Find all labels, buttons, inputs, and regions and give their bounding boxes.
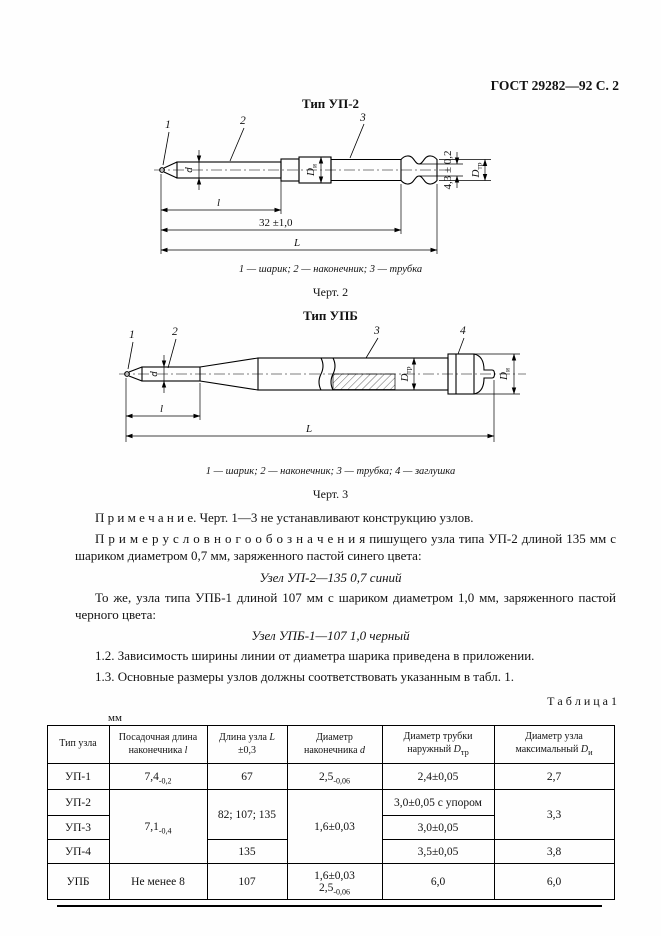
item-1-2: 1.2. Зависимость ширины линии от диаметра шарика приведена в приложении. xyxy=(95,648,535,664)
up1-tip-value: 2,5 xyxy=(318,770,334,783)
fig3-callout-2: 2 xyxy=(171,326,178,338)
cell-up1-tube: 2,4±0,05 xyxy=(382,764,494,790)
seat-header-var: l xyxy=(184,744,188,756)
len-header-tol: ±0,3 xyxy=(238,744,256,756)
fig3-container xyxy=(0,324,661,464)
page-header: ГОСТ 29282—92 С. 2 xyxy=(490,78,619,93)
fig3-dim-L-label: L xyxy=(305,423,312,435)
fig3-dtr-sub: тр xyxy=(403,366,412,374)
cell-up2-type: УП-2 xyxy=(47,790,109,816)
fig3-callout-leaders xyxy=(128,338,464,369)
fig3-drawing xyxy=(116,324,546,464)
cell-up1-type: УП-1 xyxy=(47,764,109,790)
tip-header-text: Диаметр наконечника xyxy=(303,732,358,756)
up1-seat-tol: -0,2 xyxy=(158,776,172,786)
fig2-callout-2: 2 xyxy=(239,115,246,127)
max-header-text: Диаметр узла максимальный xyxy=(515,731,583,755)
cell-up4-len: 135 xyxy=(207,840,287,864)
table-row-upb xyxy=(47,864,614,900)
col-header-seat-length xyxy=(109,726,207,764)
fig3-callout-4: 4 xyxy=(459,325,466,337)
cell-upb-max: 6,0 xyxy=(494,864,614,900)
cell-up4-max: 3,8 xyxy=(494,840,614,864)
item-1-3: 1.3. Основные размеры узлов должны соответствовать указанным в табл. 1. xyxy=(95,669,514,685)
fig2-di-sub: и xyxy=(309,164,318,169)
fig2-callout-1: 1 xyxy=(164,119,171,131)
fig3-di-base: D xyxy=(497,372,510,380)
cell-up1-len: 67 xyxy=(207,764,287,790)
table-row-up1 xyxy=(47,764,614,790)
table-row-up2 xyxy=(47,790,614,816)
fig3-dim-l-label: l xyxy=(159,403,163,415)
cell-up234-tip: 1,6±0,03 xyxy=(287,790,382,864)
example-intro-paragraph: П р и м е р у с л о в н о г о о б о з н а ч е н и я пишущего узла типа УП-2 длиной 135 мм с шариком диаметром 0,7 мм, заряженного пастой синего цвета: xyxy=(75,530,616,563)
fig2-di-base: D xyxy=(304,168,317,176)
cell-upb-len: 107 xyxy=(207,864,287,900)
example2-intro-paragraph: То же, узла типа УПБ-1 длиной 107 мм с шариком диаметром 1,0 мм, заряженного пастой черного цвета: xyxy=(75,589,616,622)
tube-header-text: Диаметр трубки наружный xyxy=(403,731,473,755)
cell-up2-tube: 3,0±0,05 с упором xyxy=(382,790,494,816)
cell-up23-max: 3,3 xyxy=(494,790,614,840)
fig3-label: Черт. 3 xyxy=(312,487,349,501)
fig2-drawing xyxy=(151,112,511,262)
fig2-dim-43-label: 4,3 ± 0,2 xyxy=(441,150,454,190)
up1-seat-value: 7,4 xyxy=(144,770,159,783)
col-header-tip-dia xyxy=(287,726,382,764)
max-header-var: D xyxy=(580,743,589,755)
fig3-callout-1: 1 xyxy=(128,329,135,341)
dimensions-table xyxy=(47,725,615,900)
tube-header-sub: тр xyxy=(460,747,469,757)
fig3-title: Тип УПБ xyxy=(303,308,358,323)
len-header-var: L xyxy=(269,732,275,744)
page-bottom-rule xyxy=(57,905,602,907)
fig2-dtr-sub: тр xyxy=(474,162,483,170)
fig3-dim-d-label: d xyxy=(147,371,160,377)
col-header-tube-dia xyxy=(382,726,494,764)
fig3-di-sub: и xyxy=(502,368,511,373)
cell-up234-seat xyxy=(109,790,207,864)
upb-tip2-value: 2,5 xyxy=(318,881,334,894)
fig2-dim-di-label xyxy=(305,164,319,177)
col-header-type: Тип узла xyxy=(47,726,109,764)
table-header-row xyxy=(47,726,614,764)
designation-example-2: Узел УПБ-1—107 1,0 черный xyxy=(251,628,410,644)
fig2-caption: 1 — шарик; 2 — наконечник; 3 — трубка xyxy=(238,264,423,275)
fig2-dim-32-label: 32 ±1,0 xyxy=(258,217,293,229)
cell-upb-tip xyxy=(287,864,382,900)
cell-up3-tube: 3,0±0,05 xyxy=(382,816,494,840)
len-header-text: Длина узла xyxy=(219,732,267,744)
designation-example-1: Узел УП-2—135 0,7 синий xyxy=(259,569,402,585)
upb-tip-line1: 1,6±0,03 xyxy=(314,869,355,882)
cell-up3-type: УП-3 xyxy=(47,816,109,840)
fig2-dim-l-label: l xyxy=(216,197,220,209)
fig3-callout-3: 3 xyxy=(373,325,380,337)
fig2-dim-L-label: L xyxy=(293,237,300,249)
fig2-container xyxy=(0,112,661,262)
seat-header-text: Посадочная длина наконечника xyxy=(118,732,198,756)
fig2-callout-3: 3 xyxy=(359,112,366,124)
up1-tip-tol: -0,06 xyxy=(333,776,351,786)
cell-upb-seat: Не менее 8 xyxy=(109,864,207,900)
cell-upb-tube: 6,0 xyxy=(382,864,494,900)
fig3-caption: 1 — шарик; 2 — наконечник; 3 — трубка; 4 — заглушка xyxy=(205,466,456,477)
cell-up1-tip xyxy=(287,764,382,790)
col-header-unit-length xyxy=(207,726,287,764)
fig3-dtr-base: D xyxy=(398,373,411,382)
fig2-title: Тип УП-2 xyxy=(301,96,360,111)
cell-up4-tube: 3,5±0,05 xyxy=(382,840,494,864)
upb-tip2-tol: -0,06 xyxy=(333,887,351,897)
cell-up1-seat xyxy=(109,764,207,790)
upb-tip-line2 xyxy=(291,881,379,897)
fig2-label: Черт. 2 xyxy=(312,285,349,299)
cell-up4-type: УП-4 xyxy=(47,840,109,864)
table-caption: Т а б л и ц а 1 xyxy=(547,694,617,709)
cell-up1-max: 2,7 xyxy=(494,764,614,790)
table-unit-label: мм xyxy=(108,712,122,725)
up234-seat-value: 7,1 xyxy=(144,820,159,833)
tube-header-var: D xyxy=(453,743,461,755)
fig3-dim-dtr-label xyxy=(399,366,413,382)
up234-seat-tol: -0,4 xyxy=(158,826,172,836)
note-paragraph: П р и м е ч а н и е. Черт. 1—3 не устанавливают конструкцию узлов. xyxy=(95,510,474,525)
fig2-callout-leaders xyxy=(163,124,364,165)
fig3-dim-di-label xyxy=(498,368,512,381)
fig2-dtr-base: D xyxy=(469,169,482,178)
max-header-sub: и xyxy=(588,747,593,757)
tip-header-var: d xyxy=(360,744,366,756)
fig2-dim-d-label: d xyxy=(182,167,195,173)
cell-upb-type: УПБ xyxy=(47,864,109,900)
col-header-max-dia xyxy=(494,726,614,764)
fig2-dim-dtr-label xyxy=(470,162,484,178)
cell-up23-len: 82; 107; 135 xyxy=(207,790,287,840)
